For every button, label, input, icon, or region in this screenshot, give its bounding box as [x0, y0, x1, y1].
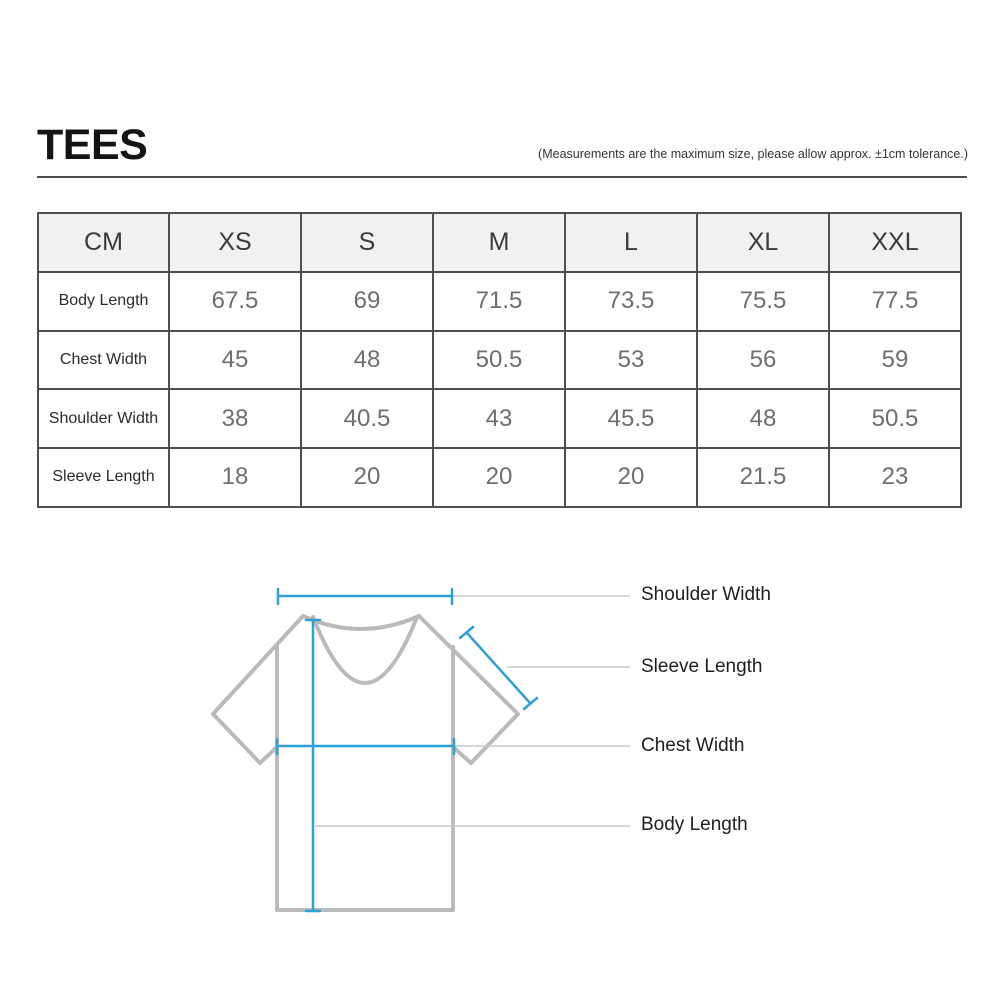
value-cell: 59 [829, 331, 961, 390]
row-label-cell: Body Length [38, 272, 169, 331]
value-cell: 21.5 [697, 448, 829, 507]
value-cell: 67.5 [169, 272, 301, 331]
diagram-label-chest-width: Chest Width [641, 735, 745, 756]
value-cell: 45 [169, 331, 301, 390]
diagram-label-body-length: Body Length [641, 814, 748, 835]
size-header-s: S [301, 213, 433, 272]
shoulder-width-line [278, 589, 452, 604]
value-cell: 73.5 [565, 272, 697, 331]
value-cell: 20 [433, 448, 565, 507]
value-cell: 56 [697, 331, 829, 390]
tee-measurement-diagram [0, 560, 1000, 960]
value-cell: 53 [565, 331, 697, 390]
table-row-sleeve-length [38, 448, 961, 507]
value-cell: 71.5 [433, 272, 565, 331]
size-header-l: L [565, 213, 697, 272]
value-cell: 50.5 [829, 389, 961, 448]
size-table [37, 212, 962, 508]
tshirt-outline [213, 616, 518, 910]
value-cell: 38 [169, 389, 301, 448]
value-cell: 40.5 [301, 389, 433, 448]
value-cell: 20 [301, 448, 433, 507]
size-table-header-row [38, 213, 961, 272]
tolerance-note: (Measurements are the maximum size, please allow approx. ±1cm tolerance.) [538, 147, 968, 161]
size-header-xl: XL [697, 213, 829, 272]
value-cell: 45.5 [565, 389, 697, 448]
body-length-line [306, 620, 320, 911]
header-divider [37, 176, 967, 178]
value-cell: 48 [697, 389, 829, 448]
value-cell: 18 [169, 448, 301, 507]
size-header-m: M [433, 213, 565, 272]
value-cell: 75.5 [697, 272, 829, 331]
table-row-body-length [38, 272, 961, 331]
chest-width-line [277, 739, 454, 754]
value-cell: 77.5 [829, 272, 961, 331]
unit-header-cell: CM [38, 213, 169, 272]
value-cell: 69 [301, 272, 433, 331]
size-header-xs: XS [169, 213, 301, 272]
value-cell: 50.5 [433, 331, 565, 390]
size-header-xxl: XXL [829, 213, 961, 272]
diagram-label-sleeve-length: Sleeve Length [641, 656, 763, 677]
value-cell: 48 [301, 331, 433, 390]
value-cell: 20 [565, 448, 697, 507]
value-cell: 43 [433, 389, 565, 448]
page-title: TEES [37, 121, 148, 169]
table-row-chest-width [38, 331, 961, 390]
table-row-shoulder-width [38, 389, 961, 448]
row-label-cell: Chest Width [38, 331, 169, 390]
row-label-cell: Shoulder Width [38, 389, 169, 448]
diagram-label-shoulder-width: Shoulder Width [641, 584, 771, 605]
row-label-cell: Sleeve Length [38, 448, 169, 507]
value-cell: 23 [829, 448, 961, 507]
